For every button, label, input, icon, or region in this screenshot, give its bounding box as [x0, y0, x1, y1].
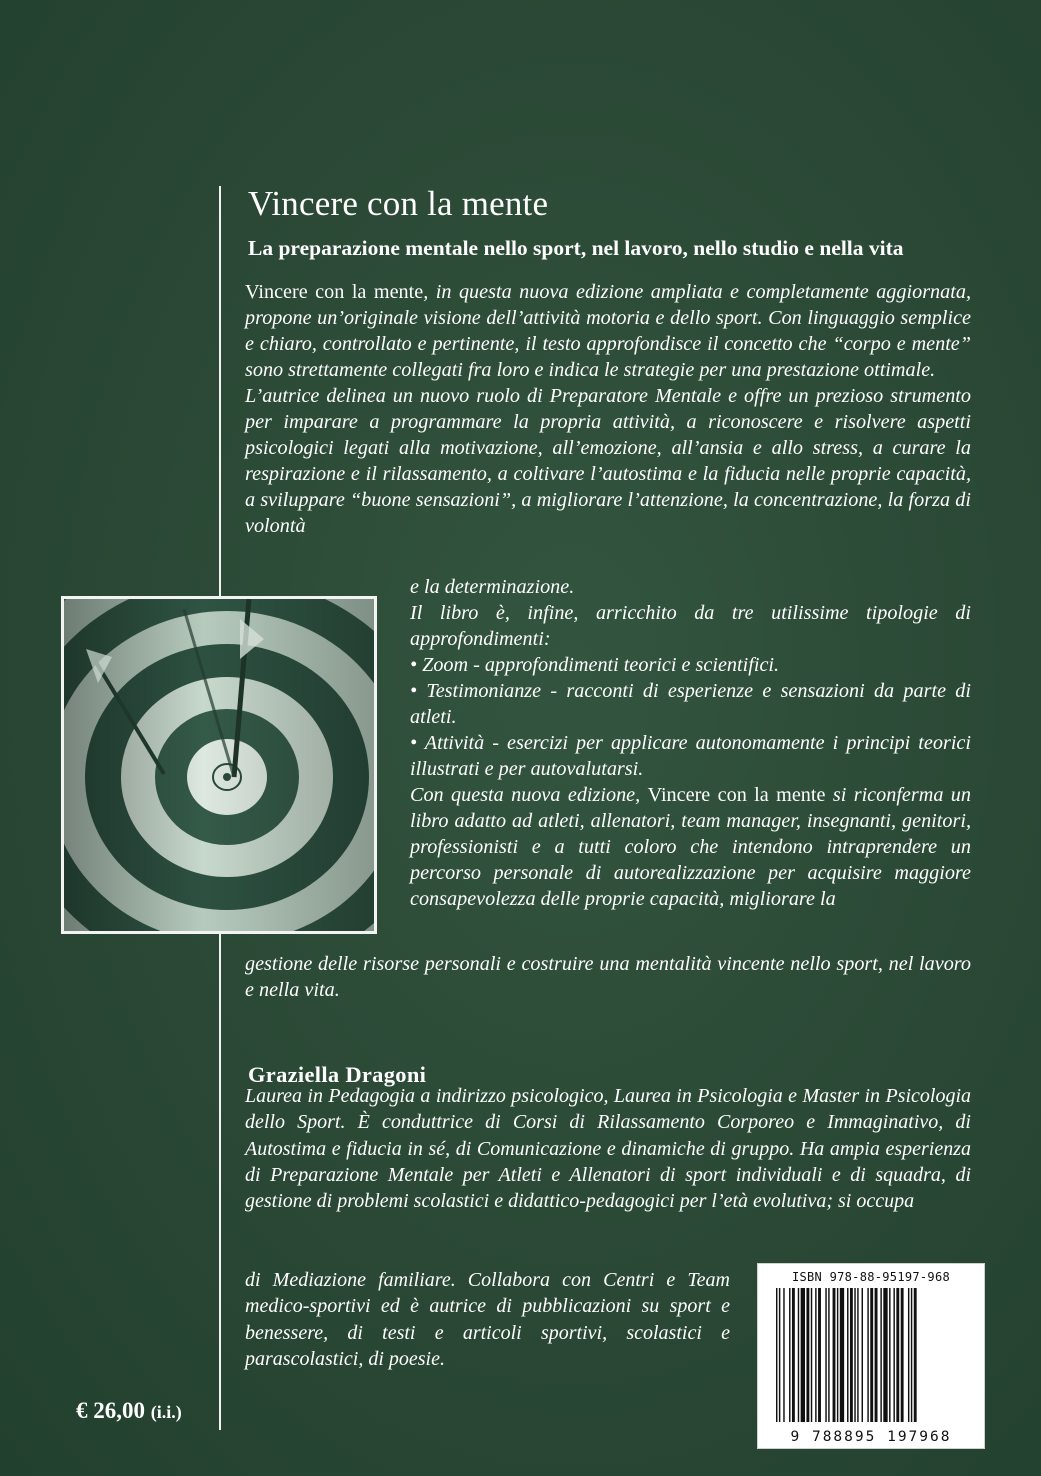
isbn-barcode — [757, 1263, 985, 1449]
description-paragraph-4-end: gestione delle risorse personali e costruire una mentalità vincente nello sport, nel lavoro e nella vita. — [245, 953, 971, 1001]
archery-target-photo — [61, 596, 377, 934]
book-subtitle: La preparazione mentale nello sport, nel lavoro, nello studio e nella vita — [248, 236, 904, 260]
barcode-bars — [776, 1288, 968, 1422]
price-amount: € 26,00 — [76, 1398, 145, 1423]
bullet-item: • Attività - esercizi per applicare autonomamente i principi teorici illustrati e per autovalutarsi. — [410, 732, 971, 780]
description-paragraph-4: Con questa nuova edizione, Vincere con la mente si riconferma un libro adatto ad atleti, allenatori, team manager, insegnanti, genitori, professionisti e a tutti coloro che intendono intraprendere un percorso personale di autorealizzazione per acquisire maggiore consapevolezza delle proprie capacità, migliorare la — [410, 784, 971, 910]
vertical-rule-bottom — [219, 932, 221, 1430]
description-lower — [245, 951, 971, 1003]
target-illustration — [64, 599, 374, 931]
vertical-rule-top — [219, 186, 221, 598]
price — [76, 1398, 182, 1424]
author-bio: Laurea in Pedagogia a indirizzo psicologico, Laurea in Psicologia e Master in Psicologia dello Sport. È conduttrice di Corsi di Rilassamento Corporeo e Immaginativo, di Autostima e fiducia in sé, di Comunicazione e dinamiche di gruppo. Ha ampia esperienza di Preparazione Mentale per Atleti e Allenatori di sport individuali e di squadra, di gestione di problemi scolastici e didattico-pedagogici per l’età evolutiva; si occupa — [245, 1085, 971, 1213]
description-middle — [410, 574, 971, 912]
description-paragraph-2-end: e la determinazione. — [410, 576, 575, 598]
author-name: Graziella Dragoni — [248, 1062, 427, 1087]
title-reference: Vincere con la mente — [245, 281, 424, 303]
description-upper — [245, 279, 971, 539]
description-paragraph-2: L’autrice delinea un nuovo ruolo di Preparatore Mentale e offre un prezioso strumento per imparare a programmare la propria attività, a riconoscere e risolvere aspetti psicologici legati alla motivazione, all’emozione, all’ansia e allo stress, a curare la respirazione e il rilassamento, a coltivare l’autostima e la fiducia nelle proprie capacità, a sviluppare “buone sensazioni”, a migliorare l’attenzione, la concentrazione, la forza di volontà — [245, 385, 971, 537]
description-paragraph-1: Vincere con la mente, in questa nuova edizione ampliata e completamente aggiornata, propone un’originale visione dell’attività motoria e dello sport. Con linguaggio semplice e chiaro, controllato e pertinente, il testo approfondisce il concetto che “corpo e mente” sono strettamente collegati fra loro e indica le strategie per una prestazione ottimale. — [245, 281, 971, 381]
bullet-item: • Zoom - approfondimenti teorici e scientifici. — [410, 654, 780, 676]
author-bio-continued: di Mediazione familiare. Collabora con Centri e Team medico-sportivi ed è autrice di pubblicazioni su sport e benessere, di testi e articoli sportivi, scolastici e parascolastici, di poesie. — [245, 1269, 730, 1370]
title-reference: Vincere con la mente — [647, 784, 826, 806]
bullet-item: • Testimonianze - racconti di esperienze e sensazioni da parte di atleti. — [410, 680, 971, 728]
barcode-digits: 9 788895 197968 — [790, 1429, 952, 1445]
book-title: Vincere con la mente — [248, 184, 549, 223]
price-note: (i.i.) — [150, 1402, 182, 1422]
description-paragraph-3: Il libro è, infine, arricchito da tre utilissime tipologie di approfondimenti: — [410, 602, 971, 650]
isbn-label: ISBN 978-88-95197-968 — [791, 1270, 951, 1284]
